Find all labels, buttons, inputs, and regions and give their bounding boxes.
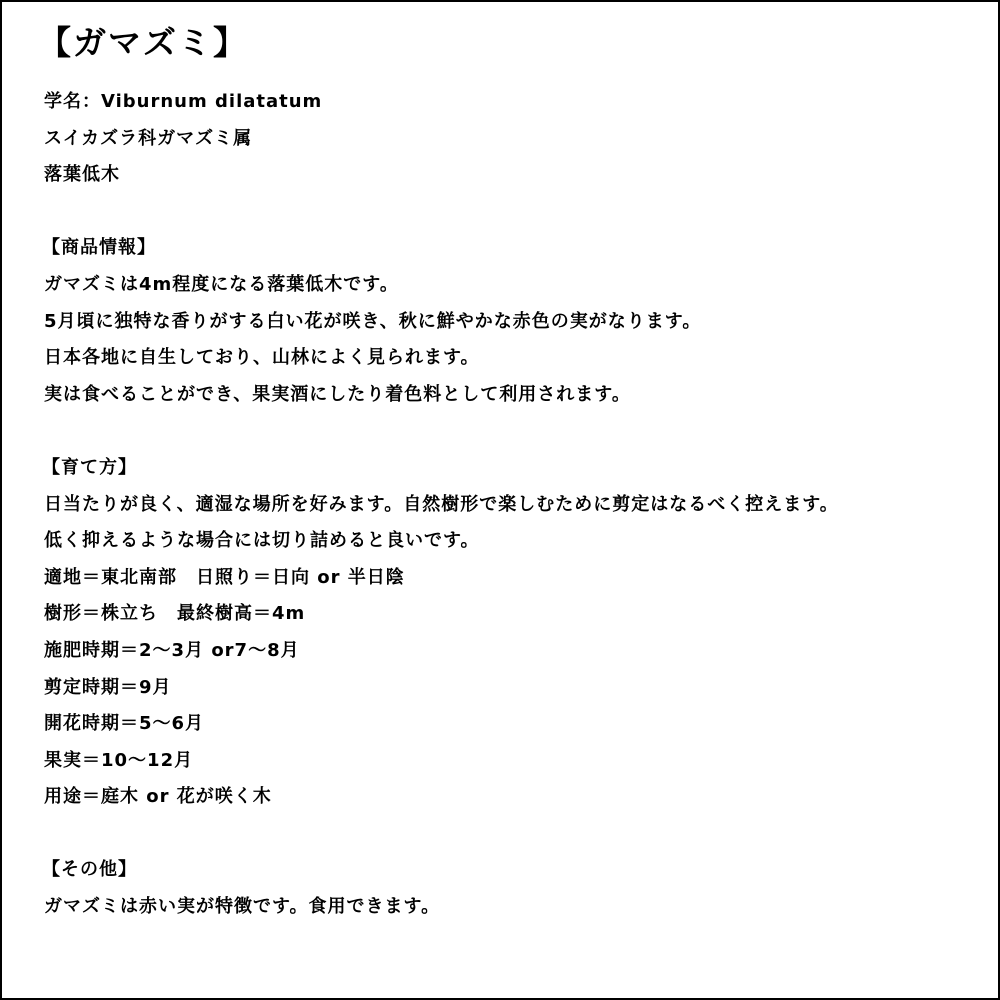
section-spacer <box>44 413 984 450</box>
plant-type: 落葉低木 <box>44 164 120 186</box>
product-info-line: ガマズミは4m程度になる落葉低木です。 <box>44 273 399 295</box>
product-info-line: 5月頃に独特な香りがする白い花が咲き、秋に鮮やかな赤色の実がなります。 <box>44 310 702 332</box>
section-heading-product-info: 【商品情報】 <box>42 237 156 259</box>
care-line: 果実＝10～12月 <box>44 749 194 771</box>
care-line: 日当たりが良く、適湿な場所を好みます。自然樹形で楽しむために剪定はなるべく控えます。 <box>44 493 839 515</box>
care-line: 用途＝庭木 or 花が咲く木 <box>44 786 272 808</box>
product-info-line: 日本各地に自生しており、山林によく見られます。 <box>44 347 480 369</box>
section-spacer <box>44 816 984 853</box>
care-line: 樹形＝株立ち 最終樹高＝4m <box>44 603 306 625</box>
product-info-line: 実は食べることができ、果実酒にしたり着色料として利用されます。 <box>44 383 631 405</box>
care-line: 施肥時期＝2～3月 or7～8月 <box>44 639 300 661</box>
scientific-name: 学名：Viburnum dilatatum <box>44 91 323 112</box>
care-line: 適地＝東北南部 日照り＝日向 or 半日陰 <box>44 566 405 588</box>
section-spacer <box>44 194 984 231</box>
document-body <box>44 84 984 926</box>
section-heading-other: 【その他】 <box>42 859 137 881</box>
care-line: 低く抑えるような場合には切り詰めると良いです。 <box>44 530 480 552</box>
care-line: 開花時期＝5～6月 <box>44 713 205 735</box>
section-heading-care: 【育て方】 <box>42 456 137 478</box>
care-line: 剪定時期＝9月 <box>44 676 172 698</box>
page-title: 【ガマズミ】 <box>38 23 248 62</box>
other-line: ガマズミは赤い実が特徴です。食用できます。 <box>44 896 441 918</box>
plant-family: スイカズラ科ガマズミ属 <box>44 127 253 149</box>
